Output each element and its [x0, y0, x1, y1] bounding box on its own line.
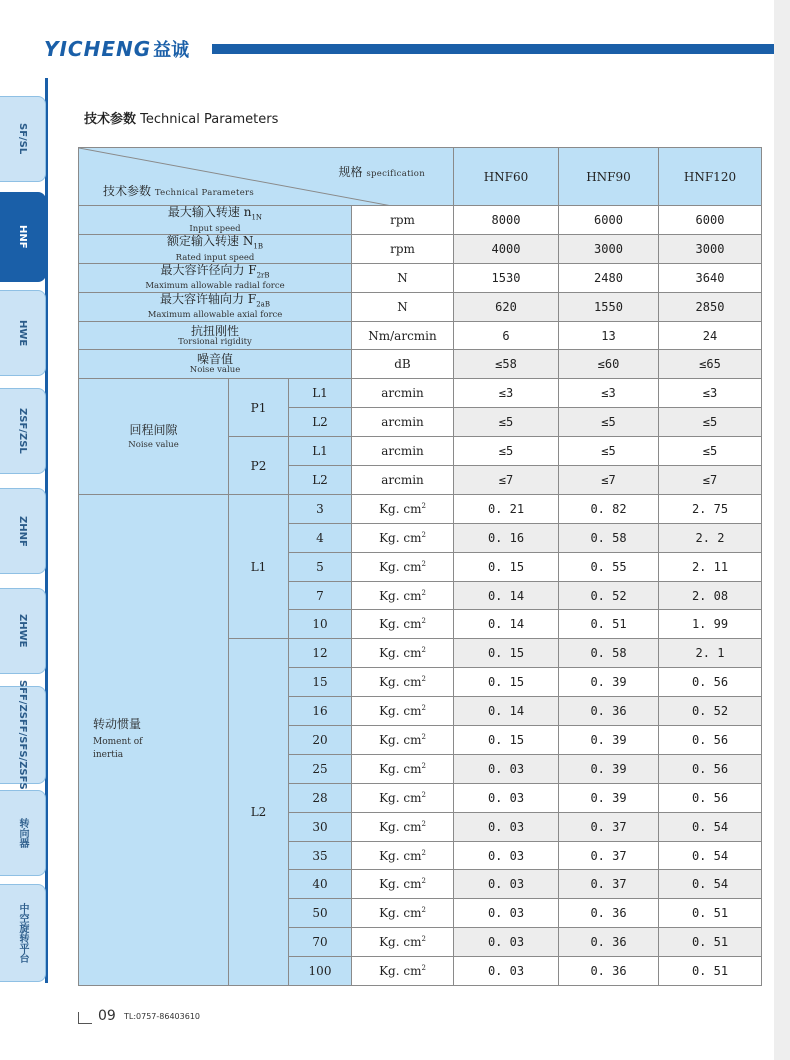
model-header: HNF90	[559, 148, 659, 206]
table-row	[79, 379, 762, 408]
value-cell: ≤58	[454, 350, 559, 379]
unit-cell: rpm	[352, 234, 454, 263]
unit-text: Kg. cm	[379, 848, 422, 863]
value-cell: 0. 14	[454, 610, 559, 639]
unit-superscript: 2	[421, 790, 426, 799]
param-label-cn	[79, 325, 351, 337]
table-row	[79, 494, 762, 523]
tech-params-label-cn: 技术参数	[103, 184, 152, 198]
side-tab-label: ZHWE	[17, 614, 28, 648]
unit-cell	[352, 668, 454, 697]
unit-cell: arcmin	[352, 437, 454, 466]
param-label-cn	[79, 235, 351, 252]
value-cell: 3000	[559, 234, 659, 263]
param-label-en: Rated input speed	[175, 252, 255, 263]
value-cell: 0. 51	[659, 928, 762, 957]
side-tab-label: HNF	[17, 225, 28, 249]
backlash-label-en: Noise value	[128, 439, 179, 450]
unit-text: Kg. cm	[379, 964, 422, 979]
value-cell: 2850	[659, 292, 762, 321]
ratio-cell: 3	[289, 494, 352, 523]
value-cell: 0. 51	[659, 899, 762, 928]
value-cell: 0. 37	[559, 812, 659, 841]
table-row	[79, 206, 762, 235]
side-tab[interactable]	[0, 96, 46, 182]
value-cell: ≤7	[454, 466, 559, 495]
param-label-cn	[79, 293, 351, 310]
param-label-cell	[79, 321, 352, 350]
param-label-cell	[79, 206, 352, 235]
value-cell: 0. 03	[454, 812, 559, 841]
unit-cell: arcmin	[352, 466, 454, 495]
value-cell: 13	[559, 321, 659, 350]
value-cell: 3640	[659, 263, 762, 292]
value-cell: 620	[454, 292, 559, 321]
unit-cell: dB	[352, 350, 454, 379]
page-edge-strip	[774, 0, 790, 1060]
inertia-label-cell	[79, 494, 229, 985]
unit-text: Kg. cm	[379, 761, 422, 776]
unit-cell	[352, 552, 454, 581]
value-cell: 2. 1	[659, 639, 762, 668]
unit-cell	[352, 726, 454, 755]
param-name-cn: 最大输入转速 n	[167, 205, 252, 220]
value-cell: 0. 39	[559, 783, 659, 812]
side-tab-label: 转向器	[17, 818, 28, 848]
unit-superscript: 2	[421, 559, 426, 568]
value-cell: ≤3	[559, 379, 659, 408]
unit-cell	[352, 697, 454, 726]
unit-superscript: 2	[421, 704, 426, 713]
unit-text: Kg. cm	[379, 617, 422, 632]
unit-cell	[352, 899, 454, 928]
unit-superscript: 2	[421, 501, 426, 510]
ratio-cell: 10	[289, 610, 352, 639]
value-cell: ≤65	[659, 350, 762, 379]
unit-superscript: 2	[421, 646, 426, 655]
value-cell: ≤5	[559, 437, 659, 466]
value-cell: 0. 58	[559, 639, 659, 668]
value-cell: 0. 37	[559, 841, 659, 870]
ratio-cell: 70	[289, 928, 352, 957]
value-cell: 0. 54	[659, 870, 762, 899]
side-tab-label: 中空旋转平台	[17, 903, 28, 963]
value-cell: 2. 75	[659, 494, 762, 523]
unit-cell	[352, 783, 454, 812]
unit-cell	[352, 523, 454, 552]
value-cell: ≤5	[659, 437, 762, 466]
ratio-cell: 20	[289, 726, 352, 755]
unit-superscript: 2	[421, 761, 426, 770]
ratio-cell: 5	[289, 552, 352, 581]
unit-superscript: 2	[421, 675, 426, 684]
value-cell: 24	[659, 321, 762, 350]
backlash-label-cn: 回程间隙	[129, 422, 178, 437]
side-tab-label: ZHNF	[17, 515, 28, 547]
value-cell: 0. 51	[559, 610, 659, 639]
value-cell: 6000	[559, 206, 659, 235]
unit-superscript: 2	[421, 530, 426, 539]
param-label-cell	[79, 263, 352, 292]
unit-superscript: 2	[421, 848, 426, 857]
page-footer	[78, 1008, 378, 1026]
unit-cell: arcmin	[352, 408, 454, 437]
value-cell: 0. 14	[454, 581, 559, 610]
value-cell: ≤7	[559, 466, 659, 495]
side-tab[interactable]	[0, 488, 46, 574]
ratio-cell: 4	[289, 523, 352, 552]
logo-text-cn: 益诚	[153, 40, 190, 61]
value-cell: 4000	[454, 234, 559, 263]
brand-logo	[44, 36, 189, 62]
value-cell: 0. 52	[559, 581, 659, 610]
header-diagonal-cell	[79, 148, 454, 206]
ratio-cell: 16	[289, 697, 352, 726]
table-row	[79, 350, 762, 379]
value-cell: 0. 39	[559, 726, 659, 755]
value-cell: 2. 11	[659, 552, 762, 581]
value-cell: 0. 56	[659, 754, 762, 783]
backlash-label-cell	[79, 379, 229, 495]
header-bar	[212, 44, 790, 54]
value-cell: 0. 36	[559, 928, 659, 957]
ratio-cell: 12	[289, 639, 352, 668]
side-tab-label: ZSF/ZSL	[17, 408, 28, 454]
value-cell: 0. 03	[454, 841, 559, 870]
value-cell: 0. 51	[659, 957, 762, 986]
value-cell: 0. 58	[559, 523, 659, 552]
value-cell: 0. 15	[454, 552, 559, 581]
ratio-cell: 35	[289, 841, 352, 870]
side-tab-nav	[0, 78, 48, 983]
technical-parameters-table	[78, 147, 762, 986]
side-tab[interactable]	[0, 290, 46, 376]
unit-cell	[352, 639, 454, 668]
value-cell: 0. 03	[454, 754, 559, 783]
unit-cell	[352, 841, 454, 870]
value-cell: 0. 03	[454, 957, 559, 986]
unit-superscript: 2	[421, 964, 426, 973]
unit-cell: N	[352, 263, 454, 292]
inertia-group-cell: L1	[229, 494, 289, 638]
unit-text: Kg. cm	[379, 530, 422, 545]
value-cell: 1550	[559, 292, 659, 321]
value-cell: 0. 54	[659, 812, 762, 841]
ratio-cell: 28	[289, 783, 352, 812]
value-cell: 0. 15	[454, 668, 559, 697]
unit-cell: arcmin	[352, 379, 454, 408]
value-cell: 2480	[559, 263, 659, 292]
side-tab[interactable]	[0, 588, 46, 674]
value-cell: 2. 08	[659, 581, 762, 610]
value-cell: 0. 21	[454, 494, 559, 523]
value-cell: ≤60	[559, 350, 659, 379]
value-cell: 1. 99	[659, 610, 762, 639]
param-name-cn: 额定输入转速 N	[167, 234, 254, 249]
param-label-en: Input speed	[189, 223, 241, 234]
value-cell: 3000	[659, 234, 762, 263]
param-label-cell	[79, 234, 352, 263]
unit-superscript: 2	[421, 935, 426, 944]
unit-text: Kg. cm	[379, 935, 422, 950]
param-name-cn: 抗扭刚性	[190, 323, 239, 338]
value-cell: ≤5	[454, 437, 559, 466]
ratio-cell: 7	[289, 581, 352, 610]
level-cell: L1	[289, 379, 352, 408]
ratio-cell: 100	[289, 957, 352, 986]
unit-text: Kg. cm	[379, 877, 422, 892]
side-tab-label: SF/SL	[17, 123, 28, 155]
backlash-group-cell: P1	[229, 379, 289, 437]
value-cell: 0. 56	[659, 726, 762, 755]
value-cell: 6	[454, 321, 559, 350]
value-cell: 0. 52	[659, 697, 762, 726]
param-label-cn	[79, 206, 351, 223]
value-cell: 0. 36	[559, 899, 659, 928]
value-cell: ≤5	[454, 408, 559, 437]
spec-label-en: specification	[366, 169, 425, 179]
unit-cell	[352, 928, 454, 957]
ratio-cell: 50	[289, 899, 352, 928]
tech-params-label	[103, 182, 254, 199]
param-name-cn: 最大容许径向力 F	[160, 263, 257, 278]
value-cell: 0. 03	[454, 928, 559, 957]
value-cell: 0. 36	[559, 697, 659, 726]
value-cell: 0. 82	[559, 494, 659, 523]
section-title-cn: 技术参数	[84, 112, 137, 127]
param-subscript: 2rB	[256, 271, 270, 280]
ratio-cell: 15	[289, 668, 352, 697]
unit-cell	[352, 581, 454, 610]
unit-text: Kg. cm	[379, 732, 422, 747]
value-cell: 0. 16	[454, 523, 559, 552]
level-cell: L1	[289, 437, 352, 466]
unit-text: Kg. cm	[379, 819, 422, 834]
side-tab-label: SFF/ZSFF/SFS/ZSFS	[17, 680, 28, 790]
value-cell: ≤5	[559, 408, 659, 437]
inertia-label-cn: 转动惯量	[93, 716, 142, 731]
unit-text: Kg. cm	[379, 501, 422, 516]
unit-cell	[352, 957, 454, 986]
model-header: HNF120	[659, 148, 762, 206]
side-tab-label: HWE	[17, 319, 28, 347]
value-cell: 6000	[659, 206, 762, 235]
side-tab[interactable]	[0, 680, 46, 790]
value-cell: 8000	[454, 206, 559, 235]
param-label-cell	[79, 292, 352, 321]
unit-text: Kg. cm	[379, 790, 422, 805]
value-cell: 0. 15	[454, 726, 559, 755]
unit-cell	[352, 610, 454, 639]
value-cell: ≤3	[659, 379, 762, 408]
unit-cell: rpm	[352, 206, 454, 235]
value-cell: 0. 39	[559, 668, 659, 697]
inertia-group-cell: L2	[229, 639, 289, 986]
value-cell: 0. 03	[454, 870, 559, 899]
model-header: HNF60	[454, 148, 559, 206]
side-tab[interactable]	[0, 192, 46, 282]
param-subscript: 1B	[253, 242, 263, 251]
param-label-cn	[79, 353, 351, 365]
unit-text: Kg. cm	[379, 646, 422, 661]
unit-superscript: 2	[421, 906, 426, 915]
unit-superscript: 2	[421, 617, 426, 626]
value-cell: 0. 14	[454, 697, 559, 726]
page-number: 09	[98, 1008, 116, 1024]
side-tab[interactable]	[0, 790, 46, 876]
footer-mark	[78, 1012, 92, 1024]
table-header-row	[79, 148, 762, 206]
value-cell: 0. 37	[559, 870, 659, 899]
unit-superscript: 2	[421, 588, 426, 597]
param-subscript: 2aB	[256, 300, 270, 309]
unit-text: Kg. cm	[379, 675, 422, 690]
level-cell: L2	[289, 466, 352, 495]
value-cell: 0. 39	[559, 754, 659, 783]
value-cell: 1530	[454, 263, 559, 292]
table-row	[79, 234, 762, 263]
value-cell: 0. 15	[454, 639, 559, 668]
table-row	[79, 263, 762, 292]
value-cell: 0. 55	[559, 552, 659, 581]
unit-text: Kg. cm	[379, 559, 422, 574]
logo-text-en: YICHENG	[44, 37, 152, 61]
value-cell: 2. 2	[659, 523, 762, 552]
inertia-label-en-1: Moment of	[93, 736, 143, 747]
value-cell: 0. 36	[559, 957, 659, 986]
side-tab[interactable]	[0, 388, 46, 474]
param-label-cell	[79, 350, 352, 379]
spec-label-cn: 规格	[338, 165, 363, 179]
value-cell: ≤7	[659, 466, 762, 495]
param-label-en: Maximum allowable radial force	[145, 281, 285, 292]
param-label-en: Maximum allowable axial force	[147, 310, 283, 321]
unit-cell	[352, 870, 454, 899]
section-title	[84, 108, 278, 127]
unit-cell: N	[352, 292, 454, 321]
unit-text: Kg. cm	[379, 704, 422, 719]
ratio-cell: 30	[289, 812, 352, 841]
inertia-label-en-2: inertia	[93, 749, 124, 760]
backlash-group-cell: P2	[229, 437, 289, 495]
table-row	[79, 292, 762, 321]
unit-text: Kg. cm	[379, 588, 422, 603]
ratio-cell: 25	[289, 754, 352, 783]
ratio-cell: 40	[289, 870, 352, 899]
param-subscript: 1N	[251, 213, 263, 222]
unit-superscript: 2	[421, 819, 426, 828]
value-cell: 0. 03	[454, 899, 559, 928]
value-cell: 0. 56	[659, 783, 762, 812]
value-cell: 0. 56	[659, 668, 762, 697]
unit-text: Kg. cm	[379, 906, 422, 921]
value-cell: ≤3	[454, 379, 559, 408]
side-tab[interactable]	[0, 884, 46, 982]
value-cell: ≤5	[659, 408, 762, 437]
spec-label	[339, 163, 425, 180]
param-label-en: Torsional rigidity	[178, 336, 252, 347]
footer-tel: TL:0757-86403610	[124, 1012, 201, 1021]
value-cell: 0. 54	[659, 841, 762, 870]
param-name-cn: 噪音值	[196, 352, 233, 367]
table-row	[79, 321, 762, 350]
unit-cell: Nm/arcmin	[352, 321, 454, 350]
value-cell: 0. 03	[454, 783, 559, 812]
param-name-cn: 最大容许轴向力 F	[160, 291, 257, 306]
param-label-en: Noise value	[189, 365, 241, 376]
unit-cell	[352, 494, 454, 523]
param-label-cn	[79, 264, 351, 281]
section-title-en: Technical Parameters	[140, 112, 279, 127]
unit-cell	[352, 812, 454, 841]
unit-superscript: 2	[421, 877, 426, 886]
unit-superscript: 2	[421, 732, 426, 741]
level-cell: L2	[289, 408, 352, 437]
tech-params-label-en: Technical Parameters	[154, 188, 255, 198]
unit-cell	[352, 754, 454, 783]
